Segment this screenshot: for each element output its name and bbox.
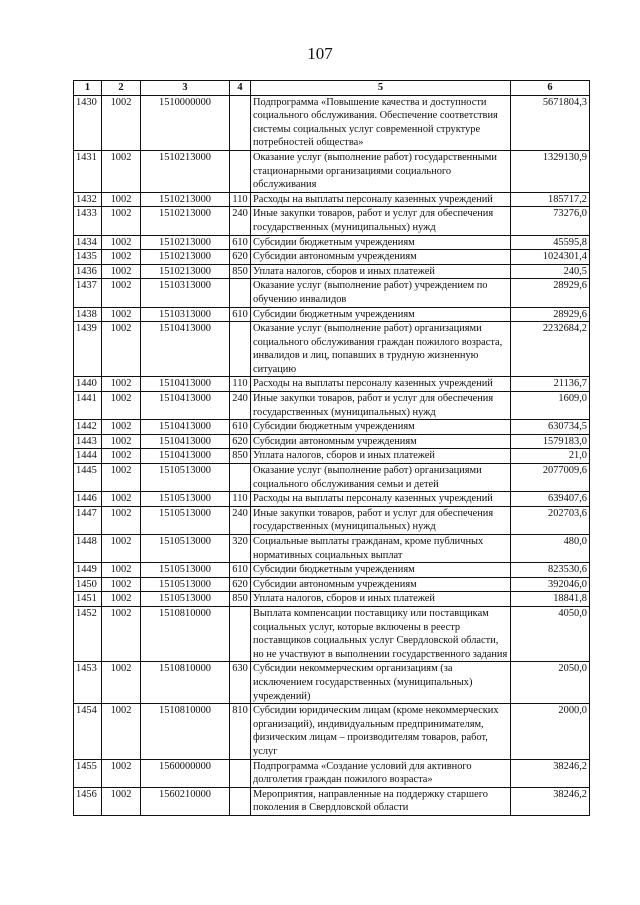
column-header: 2 bbox=[102, 81, 141, 96]
row-number-cell: 1448 bbox=[74, 535, 102, 563]
expense-type-cell: 630 bbox=[230, 662, 251, 704]
expense-type-cell: 240 bbox=[230, 506, 251, 534]
expense-type-cell: 810 bbox=[230, 704, 251, 759]
row-number-cell: 1440 bbox=[74, 377, 102, 392]
table-row bbox=[74, 662, 590, 704]
section-code-cell: 1002 bbox=[102, 449, 141, 464]
target-article-cell: 1510513000 bbox=[141, 492, 230, 507]
expense-type-cell: 620 bbox=[230, 434, 251, 449]
target-article-cell: 1510213000 bbox=[141, 192, 230, 207]
target-article-cell: 1510213000 bbox=[141, 264, 230, 279]
amount-cell: 38246,2 bbox=[511, 759, 590, 787]
table-row bbox=[74, 606, 590, 661]
item-name-cell: Субсидии бюджетным учреждениям bbox=[251, 307, 511, 322]
table-row bbox=[74, 759, 590, 787]
row-number-cell: 1437 bbox=[74, 279, 102, 307]
column-header: 3 bbox=[141, 81, 230, 96]
item-name-cell: Расходы на выплаты персоналу казенных учреждений bbox=[251, 377, 511, 392]
column-header: 5 bbox=[251, 81, 511, 96]
column-header: 1 bbox=[74, 81, 102, 96]
item-name-cell: Мероприятия, направленные на поддержку старшего поколения в Свердловской области bbox=[251, 787, 511, 815]
amount-cell: 4050,0 bbox=[511, 606, 590, 661]
section-code-cell: 1002 bbox=[102, 377, 141, 392]
row-number-cell: 1447 bbox=[74, 506, 102, 534]
target-article-cell: 1510000000 bbox=[141, 95, 230, 150]
target-article-cell: 1510513000 bbox=[141, 506, 230, 534]
item-name-cell: Иные закупки товаров, работ и услуг для обеспечения государственных (муниципальных) нужд bbox=[251, 392, 511, 420]
table-row bbox=[74, 264, 590, 279]
amount-cell: 28929,6 bbox=[511, 307, 590, 322]
section-code-cell: 1002 bbox=[102, 95, 141, 150]
section-code-cell: 1002 bbox=[102, 279, 141, 307]
target-article-cell: 1510513000 bbox=[141, 592, 230, 607]
row-number-cell: 1443 bbox=[74, 434, 102, 449]
row-number-cell: 1438 bbox=[74, 307, 102, 322]
table-header-row bbox=[74, 81, 590, 96]
amount-cell: 392046,0 bbox=[511, 577, 590, 592]
amount-cell: 639407,6 bbox=[511, 492, 590, 507]
row-number-cell: 1433 bbox=[74, 207, 102, 235]
item-name-cell: Субсидии юридическим лицам (кроме некоммерческих организаций), индивидуальным предпринимателям, физическим лицам – производителям товаров, работ, услуг bbox=[251, 704, 511, 759]
table-row bbox=[74, 392, 590, 420]
amount-cell: 2000,0 bbox=[511, 704, 590, 759]
table-row bbox=[74, 307, 590, 322]
table-row bbox=[74, 250, 590, 265]
section-code-cell: 1002 bbox=[102, 492, 141, 507]
table-row bbox=[74, 592, 590, 607]
section-code-cell: 1002 bbox=[102, 150, 141, 192]
item-name-cell: Подпрограмма «Повышение качества и доступности социального обслуживания. Обеспечение соответствия системы социальных услуг современной структуре потребностей общества» bbox=[251, 95, 511, 150]
section-code-cell: 1002 bbox=[102, 307, 141, 322]
row-number-cell: 1430 bbox=[74, 95, 102, 150]
target-article-cell: 1510810000 bbox=[141, 606, 230, 661]
item-name-cell: Выплата компенсации поставщику или поставщикам социальных услуг, которые включены в реестр поставщиков социальных услуг Свердловской области, но не участвуют в выполнении государственного задания bbox=[251, 606, 511, 661]
target-article-cell: 1510513000 bbox=[141, 563, 230, 578]
section-code-cell: 1002 bbox=[102, 506, 141, 534]
amount-cell: 1579183,0 bbox=[511, 434, 590, 449]
row-number-cell: 1442 bbox=[74, 420, 102, 435]
amount-cell: 45595,8 bbox=[511, 235, 590, 250]
item-name-cell: Уплата налогов, сборов и иных платежей bbox=[251, 449, 511, 464]
expense-type-cell bbox=[230, 279, 251, 307]
section-code-cell: 1002 bbox=[102, 577, 141, 592]
table-row bbox=[74, 704, 590, 759]
target-article-cell: 1510513000 bbox=[141, 535, 230, 563]
page-number: 107 bbox=[307, 44, 333, 63]
amount-cell: 630734,5 bbox=[511, 420, 590, 435]
target-article-cell: 1560000000 bbox=[141, 759, 230, 787]
section-code-cell: 1002 bbox=[102, 322, 141, 377]
row-number-cell: 1441 bbox=[74, 392, 102, 420]
section-code-cell: 1002 bbox=[102, 606, 141, 661]
expense-type-cell bbox=[230, 606, 251, 661]
item-name-cell: Оказание услуг (выполнение работ) организациями социального обслуживания граждан пожилого возраста, инвалидов и лиц, попавших в трудную жизненную ситуацию bbox=[251, 322, 511, 377]
table-row bbox=[74, 377, 590, 392]
item-name-cell: Субсидии бюджетным учреждениям bbox=[251, 563, 511, 578]
target-article-cell: 1510213000 bbox=[141, 250, 230, 265]
section-code-cell: 1002 bbox=[102, 420, 141, 435]
section-code-cell: 1002 bbox=[102, 392, 141, 420]
expense-type-cell: 610 bbox=[230, 235, 251, 250]
amount-cell: 185717,2 bbox=[511, 192, 590, 207]
amount-cell: 21,0 bbox=[511, 449, 590, 464]
table-row bbox=[74, 279, 590, 307]
target-article-cell: 1510213000 bbox=[141, 235, 230, 250]
expense-type-cell: 240 bbox=[230, 207, 251, 235]
table-row bbox=[74, 322, 590, 377]
section-code-cell: 1002 bbox=[102, 704, 141, 759]
expense-type-cell bbox=[230, 150, 251, 192]
section-code-cell: 1002 bbox=[102, 592, 141, 607]
table-row bbox=[74, 535, 590, 563]
item-name-cell: Оказание услуг (выполнение работ) государственными стационарными организациями социального обслуживания bbox=[251, 150, 511, 192]
target-article-cell: 1510413000 bbox=[141, 377, 230, 392]
target-article-cell: 1510313000 bbox=[141, 307, 230, 322]
table-row bbox=[74, 464, 590, 492]
expense-type-cell: 620 bbox=[230, 250, 251, 265]
amount-cell: 202703,6 bbox=[511, 506, 590, 534]
target-article-cell: 1510313000 bbox=[141, 279, 230, 307]
amount-cell: 28929,6 bbox=[511, 279, 590, 307]
table-row bbox=[74, 95, 590, 150]
expense-type-cell bbox=[230, 322, 251, 377]
target-article-cell: 1510413000 bbox=[141, 392, 230, 420]
table-row bbox=[74, 434, 590, 449]
target-article-cell: 1510213000 bbox=[141, 150, 230, 192]
amount-cell: 5671804,3 bbox=[511, 95, 590, 150]
item-name-cell: Оказание услуг (выполнение работ) учреждением по обучению инвалидов bbox=[251, 279, 511, 307]
expense-type-cell: 320 bbox=[230, 535, 251, 563]
row-number-cell: 1455 bbox=[74, 759, 102, 787]
row-number-cell: 1436 bbox=[74, 264, 102, 279]
item-name-cell: Субсидии некоммерческим организациям (за исключением государственных (муниципальных) учреждений) bbox=[251, 662, 511, 704]
section-code-cell: 1002 bbox=[102, 192, 141, 207]
row-number-cell: 1434 bbox=[74, 235, 102, 250]
column-header: 4 bbox=[230, 81, 251, 96]
row-number-cell: 1444 bbox=[74, 449, 102, 464]
amount-cell: 1024301,4 bbox=[511, 250, 590, 265]
amount-cell: 1329130,9 bbox=[511, 150, 590, 192]
item-name-cell: Субсидии автономным учреждениям bbox=[251, 577, 511, 592]
section-code-cell: 1002 bbox=[102, 464, 141, 492]
item-name-cell: Расходы на выплаты персоналу казенных учреждений bbox=[251, 192, 511, 207]
row-number-cell: 1451 bbox=[74, 592, 102, 607]
item-name-cell: Иные закупки товаров, работ и услуг для обеспечения государственных (муниципальных) нужд bbox=[251, 506, 511, 534]
amount-cell: 21136,7 bbox=[511, 377, 590, 392]
item-name-cell: Уплата налогов, сборов и иных платежей bbox=[251, 264, 511, 279]
section-code-cell: 1002 bbox=[102, 235, 141, 250]
table-row bbox=[74, 235, 590, 250]
target-article-cell: 1510810000 bbox=[141, 704, 230, 759]
table-row bbox=[74, 506, 590, 534]
table-row bbox=[74, 449, 590, 464]
target-article-cell: 1510513000 bbox=[141, 577, 230, 592]
item-name-cell: Субсидии автономным учреждениям bbox=[251, 434, 511, 449]
table-row bbox=[74, 150, 590, 192]
item-name-cell: Субсидии автономным учреждениям bbox=[251, 250, 511, 265]
table-row bbox=[74, 192, 590, 207]
row-number-cell: 1445 bbox=[74, 464, 102, 492]
section-code-cell: 1002 bbox=[102, 434, 141, 449]
row-number-cell: 1431 bbox=[74, 150, 102, 192]
expense-type-cell: 850 bbox=[230, 264, 251, 279]
target-article-cell: 1510213000 bbox=[141, 207, 230, 235]
expense-type-cell: 620 bbox=[230, 577, 251, 592]
item-name-cell: Социальные выплаты гражданам, кроме публичных нормативных социальных выплат bbox=[251, 535, 511, 563]
section-code-cell: 1002 bbox=[102, 535, 141, 563]
item-name-cell: Расходы на выплаты персоналу казенных учреждений bbox=[251, 492, 511, 507]
target-article-cell: 1510413000 bbox=[141, 420, 230, 435]
amount-cell: 1609,0 bbox=[511, 392, 590, 420]
table-row bbox=[74, 577, 590, 592]
amount-cell: 2077009,6 bbox=[511, 464, 590, 492]
expense-type-cell bbox=[230, 464, 251, 492]
expense-type-cell: 610 bbox=[230, 307, 251, 322]
table-row bbox=[74, 563, 590, 578]
section-code-cell: 1002 bbox=[102, 563, 141, 578]
row-number-cell: 1453 bbox=[74, 662, 102, 704]
target-article-cell: 1510810000 bbox=[141, 662, 230, 704]
target-article-cell: 1510413000 bbox=[141, 322, 230, 377]
budget-table bbox=[73, 80, 590, 816]
row-number-cell: 1435 bbox=[74, 250, 102, 265]
row-number-cell: 1446 bbox=[74, 492, 102, 507]
item-name-cell: Иные закупки товаров, работ и услуг для обеспечения государственных (муниципальных) нужд bbox=[251, 207, 511, 235]
target-article-cell: 1510513000 bbox=[141, 464, 230, 492]
expense-type-cell: 850 bbox=[230, 449, 251, 464]
amount-cell: 240,5 bbox=[511, 264, 590, 279]
row-number-cell: 1452 bbox=[74, 606, 102, 661]
amount-cell: 480,0 bbox=[511, 535, 590, 563]
row-number-cell: 1456 bbox=[74, 787, 102, 815]
target-article-cell: 1510413000 bbox=[141, 449, 230, 464]
expense-type-cell: 110 bbox=[230, 192, 251, 207]
expense-type-cell: 850 bbox=[230, 592, 251, 607]
item-name-cell: Уплата налогов, сборов и иных платежей bbox=[251, 592, 511, 607]
expense-type-cell bbox=[230, 759, 251, 787]
item-name-cell: Субсидии бюджетным учреждениям bbox=[251, 420, 511, 435]
expense-type-cell bbox=[230, 95, 251, 150]
table-row bbox=[74, 207, 590, 235]
item-name-cell: Оказание услуг (выполнение работ) организациями социального обслуживания семьи и детей bbox=[251, 464, 511, 492]
column-header: 6 bbox=[511, 81, 590, 96]
target-article-cell: 1510413000 bbox=[141, 434, 230, 449]
item-name-cell: Подпрограмма «Создание условий для активного долголетия граждан пожилого возраста» bbox=[251, 759, 511, 787]
section-code-cell: 1002 bbox=[102, 207, 141, 235]
amount-cell: 73276,0 bbox=[511, 207, 590, 235]
expense-type-cell: 110 bbox=[230, 492, 251, 507]
expense-type-cell: 110 bbox=[230, 377, 251, 392]
amount-cell: 823530,6 bbox=[511, 563, 590, 578]
item-name-cell: Субсидии бюджетным учреждениям bbox=[251, 235, 511, 250]
expense-type-cell: 610 bbox=[230, 563, 251, 578]
row-number-cell: 1454 bbox=[74, 704, 102, 759]
section-code-cell: 1002 bbox=[102, 787, 141, 815]
section-code-cell: 1002 bbox=[102, 759, 141, 787]
amount-cell: 2232684,2 bbox=[511, 322, 590, 377]
section-code-cell: 1002 bbox=[102, 250, 141, 265]
row-number-cell: 1449 bbox=[74, 563, 102, 578]
table-body bbox=[74, 95, 590, 815]
row-number-cell: 1432 bbox=[74, 192, 102, 207]
amount-cell: 38246,2 bbox=[511, 787, 590, 815]
row-number-cell: 1439 bbox=[74, 322, 102, 377]
expense-type-cell bbox=[230, 787, 251, 815]
expense-type-cell: 610 bbox=[230, 420, 251, 435]
amount-cell: 18841,8 bbox=[511, 592, 590, 607]
target-article-cell: 1560210000 bbox=[141, 787, 230, 815]
table-row bbox=[74, 492, 590, 507]
expense-type-cell: 240 bbox=[230, 392, 251, 420]
section-code-cell: 1002 bbox=[102, 264, 141, 279]
row-number-cell: 1450 bbox=[74, 577, 102, 592]
amount-cell: 2050,0 bbox=[511, 662, 590, 704]
table-row bbox=[74, 787, 590, 815]
section-code-cell: 1002 bbox=[102, 662, 141, 704]
table-row bbox=[74, 420, 590, 435]
